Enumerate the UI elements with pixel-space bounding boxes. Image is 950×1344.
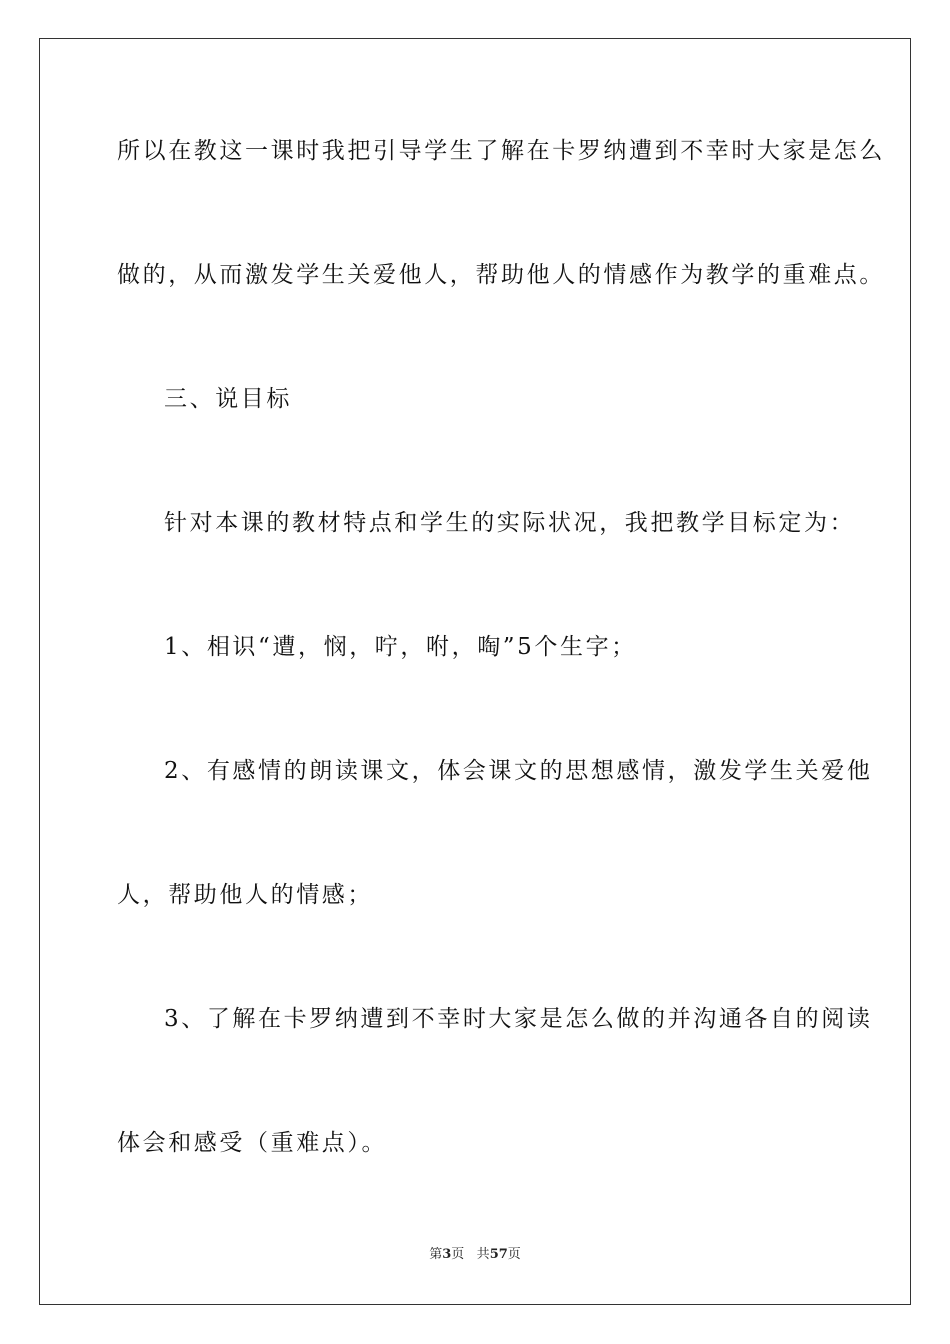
footer-page-suffix: 页 [451,1247,465,1262]
body-line-3: 针对本课的教材特点和学生的实际状况，我把教学目标定为： [164,510,856,536]
objective-2-continued: 人，帮助他人的情感； [117,882,373,908]
body-line-2: 做的，从而激发学生关爱他人，帮助他人的情感作为教学的重难点。 [117,262,885,288]
footer-total-prefix: 共 [476,1247,490,1262]
objective-3: 3、了解在卡罗纳遭到不幸时大家是怎么做的并沟通各自的阅读 [164,1006,873,1032]
page-border [39,38,911,1305]
footer-total-suffix: 页 [507,1247,521,1262]
footer-total-pages: 57 [489,1247,508,1262]
objective-3-continued: 体会和感受（重难点）。 [117,1130,388,1156]
objective-1: 1、相识“遭，悯，咛，咐，啕”5个生字； [164,634,637,660]
section-heading: 三、说目标 [164,386,292,412]
page-footer [0,1246,950,1264]
objective-2: 2、有感情的朗读课文，体会课文的思想感情，激发学生关爱他 [164,758,873,784]
footer-page-prefix: 第 [429,1247,443,1262]
body-line-1: 所以在教这一课时我把引导学生了解在卡罗纳遭到不幸时大家是怎么 [117,138,885,164]
footer-page-number: 3 [442,1247,452,1262]
